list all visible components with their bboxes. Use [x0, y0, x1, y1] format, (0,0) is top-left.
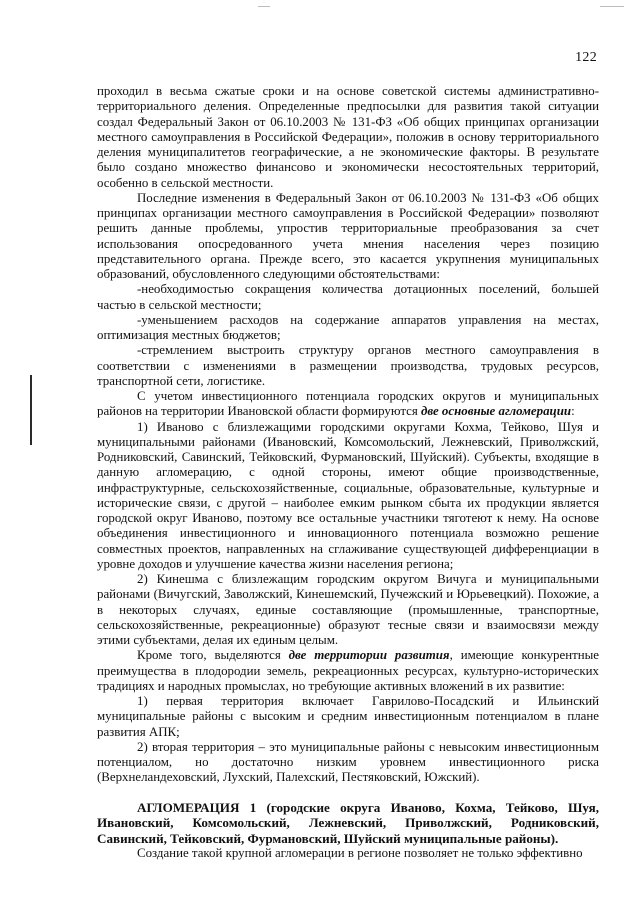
- list-item: -стремлением выстроить структуру органов местного самоуправления в соответствии с изменениями в размещении производства, трудовых ресурсов, транспортной сети, логистике.: [97, 343, 599, 388]
- paragraph-text: , имеющие конкурентные преимущества в плодородии земель, рекреационных ресурсах, культурно-исторических традициях и народных промыслах, но требующие активных вложений в их развитие:: [97, 648, 600, 693]
- paragraph-text: Кроме того, выделяются: [137, 648, 289, 663]
- scan-artifact: [600, 6, 624, 7]
- document-body: [97, 84, 599, 862]
- paragraph: проходил в весьма сжатые сроки и на основе советской системы административно-территориального деления. Определенные предпосылки для развития такой ситуации создал Федеральный Закон от 06.10.2003 № 131-ФЗ «Об общих принципах организации местного самоуправления в Российской Федерации», положив в основу территориального деления муниципалитетов географические, а не экономические факторы. В результате было создано множество финансово и экономически несостоятельных территорий, особенно в сельской местности.: [97, 84, 599, 190]
- list-item: 1) первая территория включает Гаврилово-Посадский и Ильинский муниципальные районы с высоким и средним инвестиционным потенциалом в плане развития АПК;: [97, 694, 599, 739]
- scan-artifact: [258, 6, 270, 7]
- paragraph: [97, 648, 599, 694]
- paragraph: [97, 389, 599, 420]
- section-heading: АГЛОМЕРАЦИЯ 1 (городские округа Иваново, Кохма, Тейково, Шуя, Ивановский, Комсомольский, Лежневский, Приволжский, Родниковский, Савинский, Тейковский, Фурмановский, Шуйский муниципальные районы).: [97, 799, 599, 846]
- list-item: 1) Иваново с близлежащими городскими округами Кохма, Тейково, Шуя и муниципальными районами (Ивановский, Комсомольский, Лежневский, Приволжский, Родниковский, Савинский, Тейковский, Фурмановский, Шуйский). Субъекты, входящие в данную агломерацию, с одной стороны, имеют общие производственные, инфраструктурные, сельскохозяйственные, социальные, образовательные, культурные и исторические связи, с другой – наиболее емким рынком сбыта их продукции является городской округ Иваново, поэтому все остальные участники тяготеют к нему. На основе объединения инвестиционного и инновационного потенциала возможно решение совместных проектов, направленных на сглаживание существующей дифференциации в уровне доходов и улучшение качества жизни населения региона;: [97, 419, 599, 571]
- paragraph: Создание такой крупной агломерации в регионе позволяет не только эффективно: [137, 846, 583, 861]
- page-number: 122: [575, 50, 597, 65]
- emphasis-text: две основные агломерации: [420, 404, 572, 419]
- paragraph-text: С учетом инвестиционного потенциала городских округов и муниципальных районов на территории Ивановской области формируются: [97, 389, 599, 419]
- list-item: 2) Кинешма с близлежащим городским округом Вичуга и муниципальными районами (Вичугский, Заволжский, Кинешемский, Пучежский и Юрьевецкий). Похожие, а в некоторых случаях, единые составляющие (промышленные, транспортные, сельскохозяйственные, рекреационные) образуют тесные связи и взаимосвязи между этими субъектами, делая их единым целым.: [97, 572, 599, 647]
- margin-mark: [30, 375, 32, 445]
- paragraph: Последние изменения в Федеральный Закон от 06.10.2003 № 131-ФЗ «Об общих принципах организации местного самоуправления в Российской Федерации» позволяют решить данные проблемы, упростив территориальные преобразования за счет использования опосредованного учета мнения населения через позицию представительного органа. Прежде всего, это касается укрупнения муниципальных образований, обусловленного следующими обстоятельствами:: [97, 190, 599, 281]
- list-item: -необходимостью сокращения количества дотационных поселений, большей частью в сельской местности;: [97, 282, 599, 312]
- list-item: -уменьшением расходов на содержание аппаратов управления на местах, оптимизация местных бюджетов;: [97, 312, 599, 342]
- paragraph-text: :: [571, 404, 575, 419]
- emphasis-text: две территории развития: [288, 648, 450, 663]
- list-item: 2) вторая территория – это муниципальные районы с невысоким инвестиционным потенциалом, но достаточно низким уровнем инвестиционного риска (Верхнеландеховский, Лухский, Палехский, Пестяковский, Южский).: [97, 739, 599, 785]
